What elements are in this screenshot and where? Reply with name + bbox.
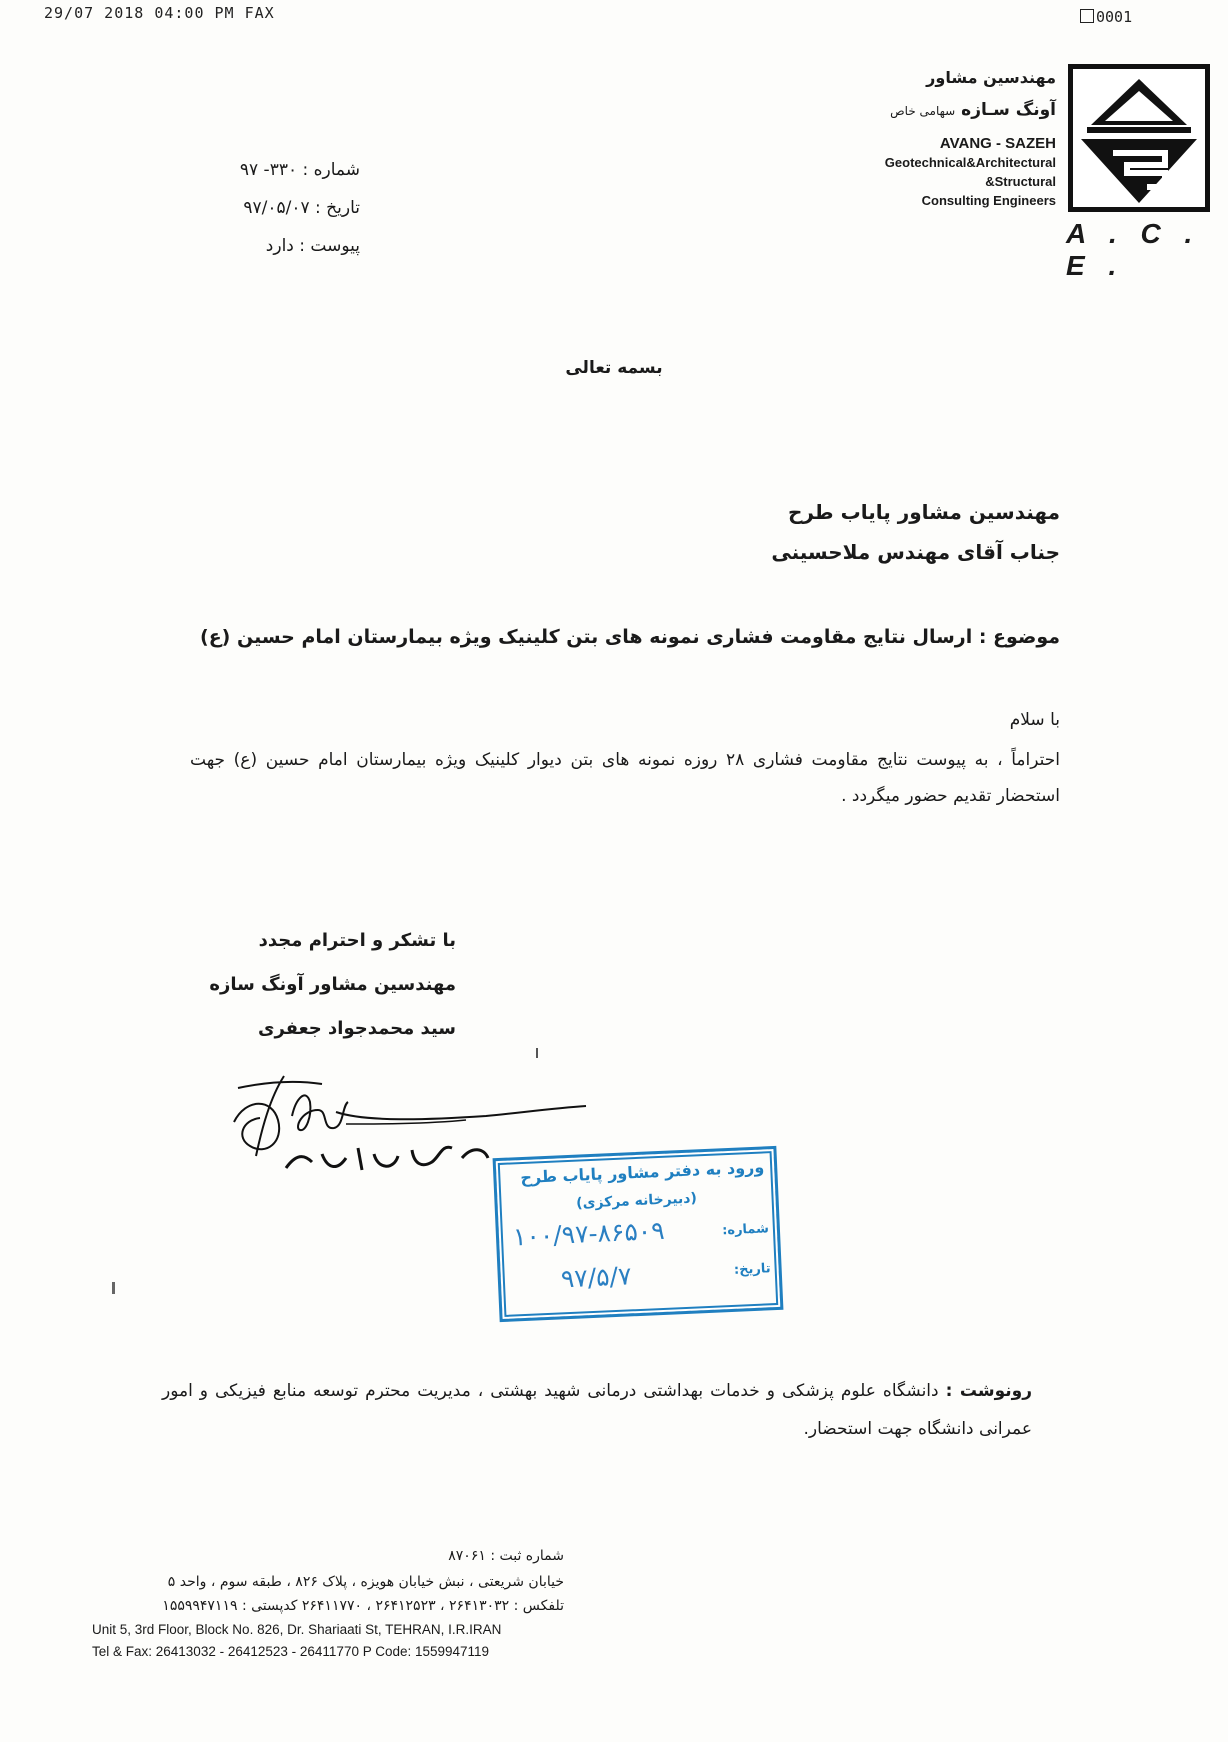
logo-mark-icon bbox=[1073, 69, 1205, 207]
closing-thanks: با تشکر و احترام مجدد bbox=[258, 930, 456, 951]
scan-mark bbox=[536, 1048, 538, 1058]
letter-attachment: پیوست : دارد bbox=[265, 236, 360, 256]
footer-address-fa: خیابان شریعتی ، نبش خیابان هویزه ، پلاک ۸۲۶ ، طبقه سوم ، واحد ۵ bbox=[167, 1574, 564, 1590]
closing-company: مهندسین مشاور آونگ سازه bbox=[209, 974, 456, 995]
stamp-title: ورود به دفتر مشاور پایاب طرح bbox=[519, 1157, 765, 1188]
stamp-number-value: ۱۰۰/۹۷-۸۶۵۰۹ bbox=[512, 1215, 666, 1252]
cc-label: رونوشت : bbox=[945, 1381, 1032, 1401]
page-number-value: 0001 bbox=[1096, 8, 1133, 26]
registration-number: شماره ثبت : ۸۷۰۶۱ bbox=[448, 1548, 564, 1564]
letter-body: احتراماً ، به پیوست نتایج مقاومت فشاری ۲۸ روزه نمونه های بتن دیوار کلینیک ویژه بیمارستان امام حسین (ع) جهت استحضار تقدیم حضور میگردد . bbox=[190, 750, 1060, 806]
stamp-date-value: ۹۷/۵/۷ bbox=[560, 1261, 633, 1294]
stamp-subtitle: (دبیرخانه مرکزی) bbox=[575, 1190, 698, 1212]
page-number bbox=[1080, 8, 1132, 26]
company-name-fa: آونگ سـازه bbox=[961, 100, 1056, 120]
scan-mark bbox=[112, 1282, 115, 1294]
received-stamp bbox=[493, 1146, 784, 1322]
letter-date: تاریخ : ۹۷/۰۵/۰۷ bbox=[243, 198, 360, 218]
company-name-fa-line2 bbox=[890, 100, 1056, 120]
signatory-name: سید محمدجواد جعفری bbox=[257, 1018, 456, 1039]
company-desc-1: Geotechnical&Architectural bbox=[884, 155, 1056, 170]
company-type: سهامی خاص bbox=[890, 104, 956, 118]
fax-header: 29/07 2018 04:00 PM FAX bbox=[44, 4, 275, 22]
carbon-copy bbox=[162, 1372, 1032, 1448]
company-desc-2: &Structural bbox=[985, 174, 1056, 189]
stamp-number-label: شماره: bbox=[721, 1221, 770, 1239]
company-name-en: AVANG - SAZEH bbox=[939, 135, 1056, 152]
letter-subject: موضوع : ارسال نتایج مقاومت فشاری نمونه های بتن کلینیک ویژه بیمارستان امام حسین (ع) bbox=[200, 626, 1060, 648]
company-abbreviation: A . C . E . bbox=[1066, 218, 1201, 281]
footer-phone-fa: تلفکس : ۲۶۴۱۳۰۳۲ ، ۲۶۴۱۲۵۲۳ ، ۲۶۴۱۱۷۷۰ کدپستی : ۱۵۵۹۹۴۷۱۱۹ bbox=[162, 1598, 564, 1614]
greeting: با سلام bbox=[1009, 710, 1060, 730]
recipient-company: مهندسین مشاور پایاب طرح bbox=[787, 500, 1060, 524]
company-desc-3: Consulting Engineers bbox=[921, 193, 1056, 208]
stamp-date-label: تاریخ: bbox=[733, 1261, 771, 1278]
checkbox-icon bbox=[1080, 9, 1094, 23]
cc-text: دانشگاه علوم پزشکی و خدمات بهداشتی درمانی شهید بهشتی ، مدیریت محترم توسعه منابع فیزیکی و امور عمرانی دانشگاه جهت استحضار. bbox=[162, 1381, 1032, 1439]
company-logo bbox=[1068, 64, 1210, 212]
recipient-person: جناب آقای مهندس ملاحسینی bbox=[771, 540, 1060, 564]
basmala: بسمه تعالی bbox=[565, 358, 663, 378]
footer-address-en: Unit 5, 3rd Floor, Block No. 826, Dr. Shariaati St, TEHRAN, I.R.IRAN bbox=[92, 1622, 502, 1637]
company-name-en-block bbox=[885, 134, 1056, 210]
footer-phone-en: Tel & Fax: 26413032 - 26412523 - 26411770 P Code: 1559947119 bbox=[92, 1644, 490, 1659]
company-name-fa-line1: مهندسین مشاور bbox=[926, 68, 1056, 87]
letter-number: شماره : ۳۳۰- ۹۷ bbox=[239, 160, 360, 180]
